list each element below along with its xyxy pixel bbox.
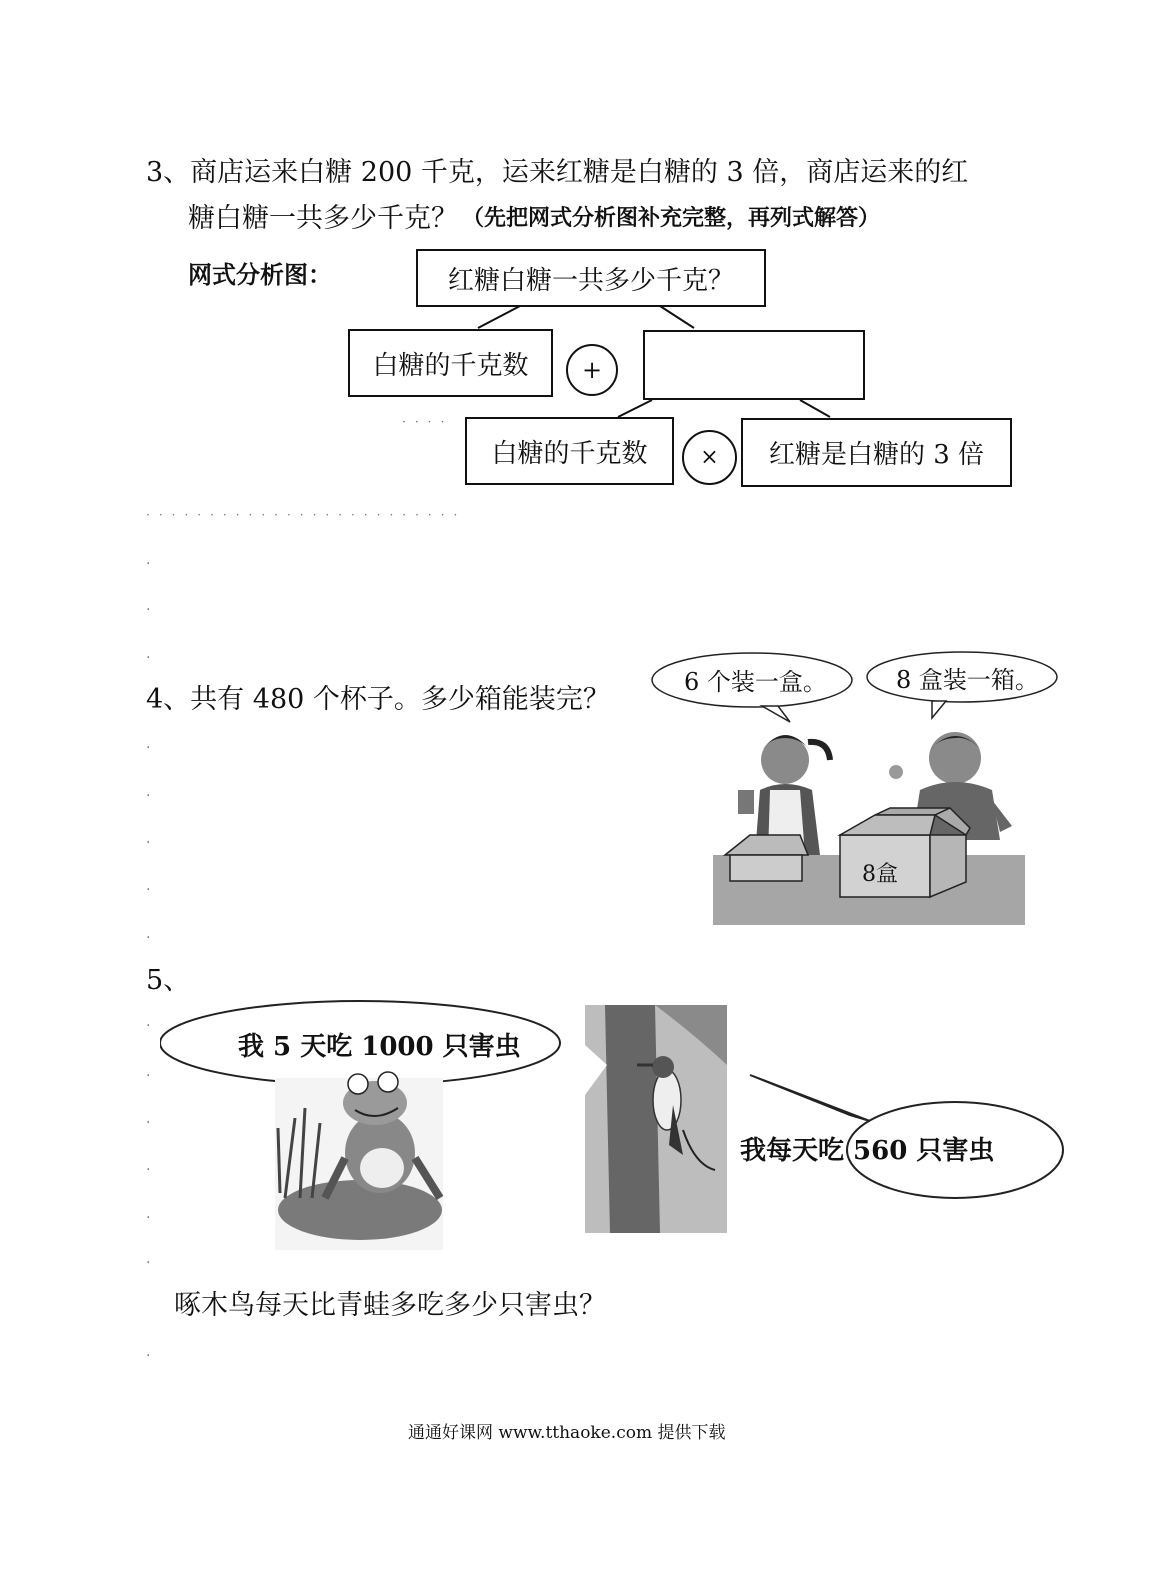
dotted-marks: ···· [402,415,454,429]
times-operator: × [682,430,737,485]
boy-head [929,732,981,784]
small-box [730,855,802,881]
margin-dot: · [146,740,151,756]
bubble-girl-text: 6 个装一盒。 [684,668,827,696]
margin-dot: · [146,1348,151,1364]
girl-cup [738,790,754,814]
margin-dot: · [146,1068,151,1084]
q3-note: （先把网式分析图补充完整，再列式解答） [462,205,881,231]
woodpecker-body [653,1070,681,1130]
q3-line1: 3、商店运来白糖 200 千克，运来红糖是白糖的 3 倍，商店运来的红 [146,157,969,188]
mid-right-blank-box[interactable] [643,330,865,400]
margin-dot: · [146,835,151,851]
margin-dot: · [146,650,151,666]
bubble-boy-text: 8 盒装一箱。 [896,666,1039,694]
connector-mid-right [800,400,830,417]
margin-dot: · [146,602,151,618]
margin-dot: · [146,1018,151,1034]
lily-pad [278,1180,442,1240]
frog-bubble-text: 我 5 天吃 1000 只害虫 [238,1032,521,1062]
margin-dot: · [146,1115,151,1131]
top-box: 红糖白糖一共多少千克？ [416,249,766,307]
bottom-right-box: 红糖是白糖的 3 倍 [741,418,1012,487]
margin-dot: · [146,788,151,804]
q5-question: 啄木鸟每天比青蛙多吃多少只害虫？ [174,1290,606,1321]
margin-dot: · [146,1255,151,1271]
answer-dotted-line: ························· [146,508,467,522]
woodpecker-illustration [585,1005,1065,1237]
connector-mid-left [618,400,652,417]
woodpecker-head [652,1056,674,1078]
margin-dot: · [146,1162,151,1178]
plus-operator: + [566,344,618,396]
q3-line2: 糖白糖一共多少千克？ [188,203,458,234]
q5-number: 5、 [146,965,191,996]
diagram-label: 网式分析图： [188,261,332,289]
bottom-left-box: 白糖的千克数 [465,417,674,485]
footer-text: 通通好课网 www.tthaoke.com 提供下载 [408,1423,726,1443]
margin-dot: · [146,930,151,946]
margin-dot: · [146,556,151,572]
woodpecker-bubble-text: 我每天吃 560 只害虫 [740,1136,995,1166]
connector-top-right [660,306,694,328]
big-box-label: 8盒 [862,862,898,887]
q4-text: 4、共有 480 个杯子。多少箱能装完？ [146,684,610,715]
tree-trunk [605,1005,660,1233]
connector-top-left [478,306,520,328]
margin-dot: · [146,1210,151,1226]
mid-left-box: 白糖的千克数 [348,329,553,397]
margin-dot: · [146,882,151,898]
